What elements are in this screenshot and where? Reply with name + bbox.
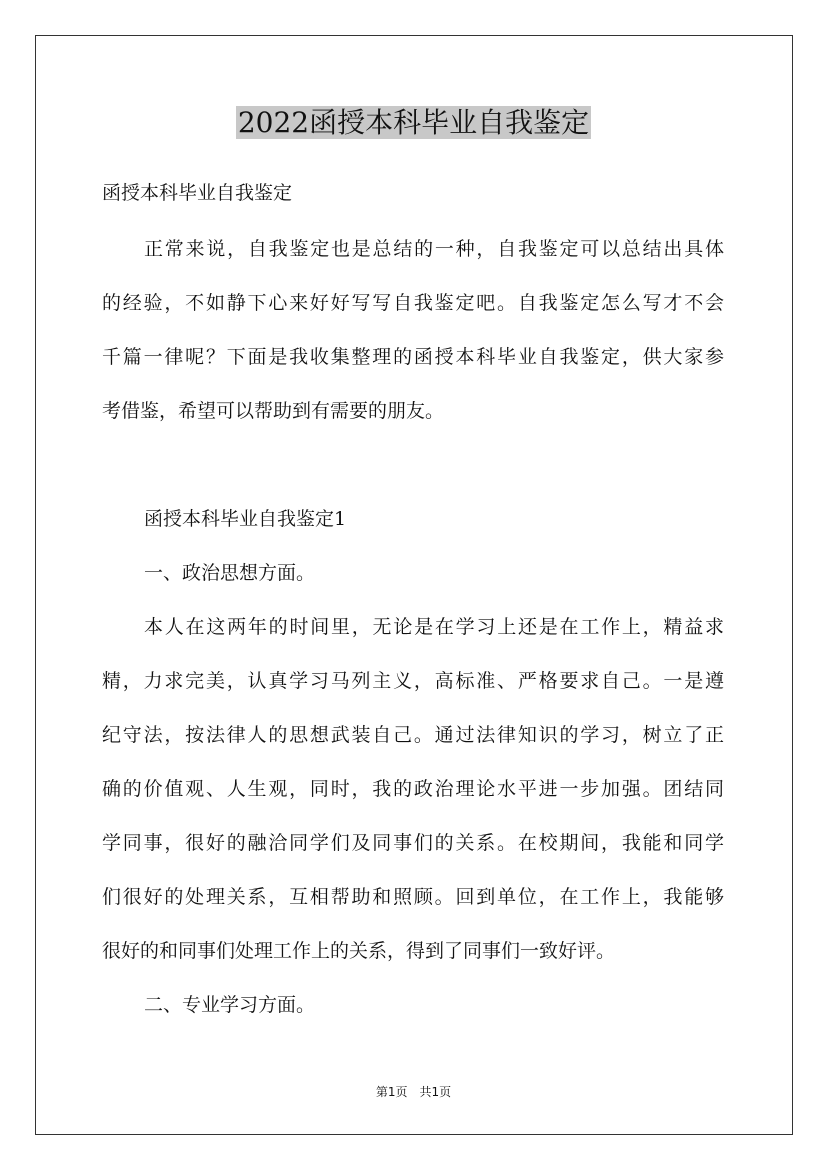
page-footer: 第1页 共1页 <box>375 1085 452 1099</box>
intro-line-2: 的经验，不如静下心来好好写写自我鉴定吧。自我鉴定怎么写才不会 <box>102 292 724 314</box>
body-line-4: 确的价值观、人生观，同时，我的政治理论水平进一步加强。团结同 <box>102 778 724 800</box>
intro-line-1: 正常来说，自我鉴定也是总结的一种，自我鉴定可以总结出具体 <box>144 238 724 260</box>
body-line-7: 很好的和同事们处理工作上的关系，得到了同事们一致好评。 <box>102 940 616 962</box>
part1-heading: 一、政治思想方面。 <box>144 562 316 584</box>
part2-heading: 二、专业学习方面。 <box>144 994 316 1016</box>
document-title <box>0 100 827 146</box>
body-line-3: 纪守法，按法律人的思想武装自己。通过法律知识的学习，树立了正 <box>102 724 724 746</box>
body-line-2: 精，力求完美，认真学习马列主义，高标准、严格要求自己。一是遵 <box>102 670 724 692</box>
body-line-1: 本人在这两年的时间里，无论是在学习上还是在工作上，精益求 <box>144 616 724 638</box>
intro-line-3: 千篇一律呢？下面是我收集整理的函授本科毕业自我鉴定，供大家参 <box>102 346 724 368</box>
section-heading: 函授本科毕业自我鉴定1 <box>144 508 347 530</box>
document-title-text: 2022函授本科毕业自我鉴定 <box>237 106 590 139</box>
body-line-5: 学同事，很好的融洽同学们及同事们的关系。在校期间，我能和同学 <box>102 832 724 854</box>
document-subtitle: 函授本科毕业自我鉴定 <box>102 182 293 204</box>
body-line-6: 们很好的处理关系，互相帮助和照顾。回到单位，在工作上，我能够 <box>102 886 724 908</box>
intro-line-4: 考借鉴，希望可以帮助到有需要的朋友。 <box>102 400 445 422</box>
